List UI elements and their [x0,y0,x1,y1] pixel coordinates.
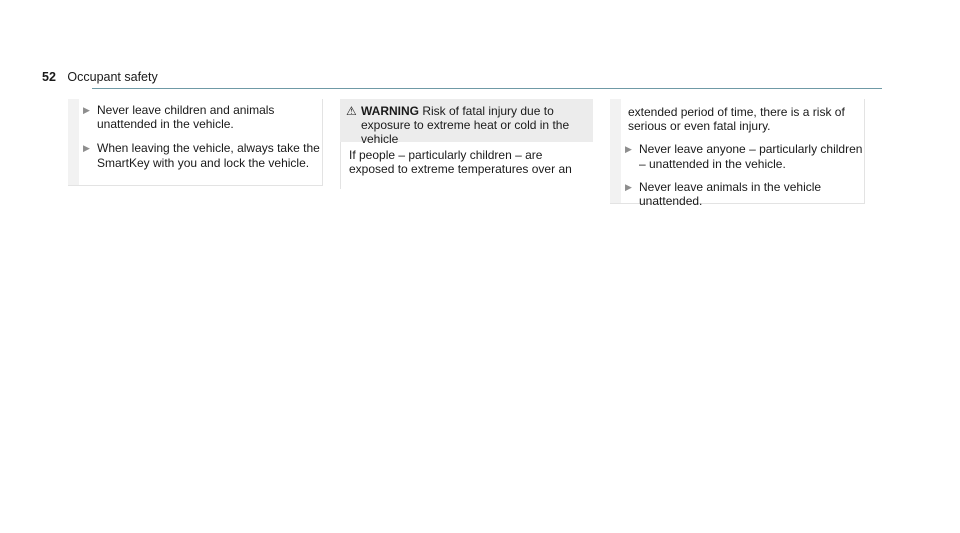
paragraph: extended period of time, there is a risk of serious or even fatal injury. [628,105,845,134]
arrow-right-icon: ▶ [83,105,90,115]
arrow-right-icon: ▶ [625,181,632,192]
list-item [625,180,864,208]
bullet-text: When leaving the vehicle, always take the SmartKey with you and lock the vehicle. [97,141,320,170]
bullet-text: Never leave animals in the vehicle unattended. [639,179,822,209]
arrow-right-icon: ▶ [83,143,90,154]
page-header [42,70,158,84]
bullet-text: Never leave children and animals unattended in the vehicle. [97,103,275,132]
arrow-right-icon: ▶ [625,144,632,155]
warning-triangle-icon: ⚠ [346,104,357,118]
warning-title: Risk of fatal injury due to exposure to extreme heat or cold in the vehicle [361,104,570,147]
warning-label: WARNING [361,104,419,118]
column-right [610,99,865,209]
warning-box [340,99,593,189]
header-divider [92,88,882,89]
warning-header [340,99,593,147]
section-title: Occupant safety [67,70,158,84]
list-item [83,141,322,169]
warning-body: If people – particularly children – are exposed to extreme temperatures over an [340,142,593,189]
page-number: 52 [42,70,56,84]
list-item [625,142,864,170]
list-item [83,103,322,131]
bullet-text: Never leave anyone – particularly children – unattended in the vehicle. [639,142,863,171]
column-left [68,99,323,186]
